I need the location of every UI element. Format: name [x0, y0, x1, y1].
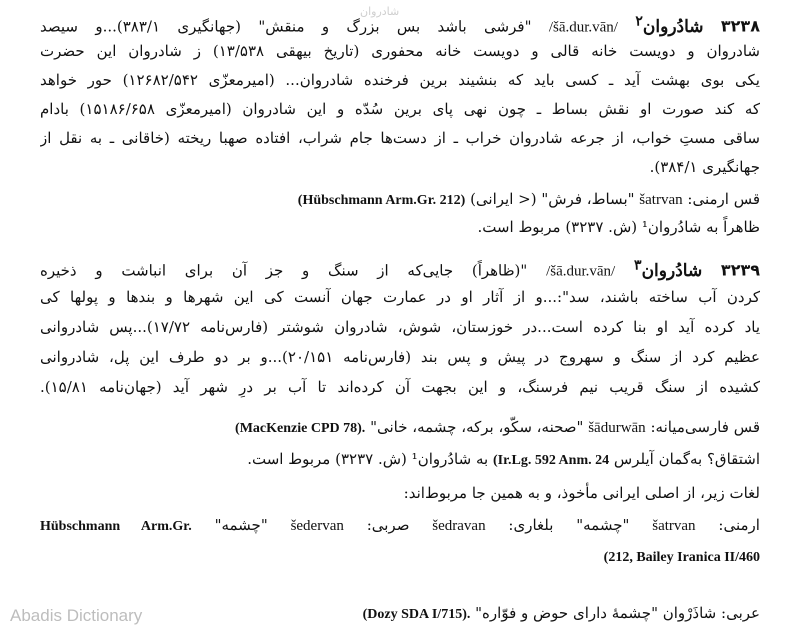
entry-3239-header [40, 254, 760, 283]
site-watermark: Abadis Dictionary [10, 606, 143, 625]
watermark-top: شادروان [360, 5, 400, 18]
body-line: ساقی مستِ خواب، از جرعه شادروان خراب ـ از دست‌ها جام شراب، افتاده صهبا ریخته (خاقانی ـ به نقل از [40, 129, 760, 147]
entry-number: ۳۲۳۸ [720, 16, 760, 36]
middle-persian-cognate [40, 416, 760, 440]
cognate-reference: (MacKenzie CPD 78). [235, 421, 366, 436]
headword-text: شادُروان [642, 16, 704, 37]
cognate-word: šatrvan [639, 192, 683, 208]
cognate-gloss: "بساط، فرش" (< ایرانی) [470, 190, 635, 208]
cognate-prefix: قس فارسی‌میانه: [650, 418, 760, 436]
headword-superscript: ۲ [635, 13, 643, 29]
loan-bulgarian-word: šedravan [432, 518, 486, 534]
definition-line: "(ظاهراً) جایی‌که از سنگ و جز آن برای انباشت و ذخیره [40, 261, 528, 280]
definition-line: "فرشی باشد بس بزرگ و منقش" (جهانگیری ۳۸۳/۱)...و سیصد [40, 17, 532, 36]
arabic-prefix: عربی: [721, 604, 760, 622]
body-line: یاد کرده آید او بنا کرده است...در خوزستان، شوش، شادروان شوشتر (فارس‌نامه ۱۷/۷۲)...پس شادروانی [40, 318, 760, 336]
loan-armenian-word: šatrvan [652, 518, 696, 534]
pronunciation: /šā.dur.vān/ [548, 19, 618, 36]
etymology-text: به‌گمان آیلرس [613, 450, 703, 468]
body-line: کشیده از سنگ قریب نیم فرسنگ، و این بجهت آن کرده‌اند تا آب بر درِ شهر آید (جهان‌نامه ۱۵/۸۱). [40, 378, 760, 396]
headword [635, 13, 704, 37]
body-line: که کند صورت او نقش بساط ـ چون نهی پای برین سُدّه و این شادروان (امیرمعزّی ۱۵۱۸۶/۶۵۸) بادام [40, 100, 760, 118]
entry-3238-header [40, 10, 760, 39]
loanwords-reference [40, 545, 760, 569]
loanwords-intro: لغات زیر، از اصلی ایرانی مأخوذ، و به همین جا مربوط‌اند: [403, 484, 760, 502]
body-line: عظیم کرد از سنگ و سهروج در پیش و پس بند (فارس‌نامه ۲۰/۱۵۱)...و بر دو طرف این پل، شادروانی [40, 348, 760, 366]
loan-armenian-gloss: "چشمه" بلغاری: [508, 516, 630, 534]
loan-serbian-word: šedervan [290, 518, 344, 534]
headword-text: شادُروان [641, 260, 703, 281]
body-line: شادروان و دویست خانه قالی و دویست خانه محفوری (تاریخ بیهقی ۱۳/۵۳۸) ز شادروان این حضرت [40, 42, 760, 60]
etymology-prefix: اشتقاق؟ [706, 450, 760, 468]
headword-superscript: ۳ [633, 257, 642, 273]
arabic-cognate [40, 602, 760, 626]
armenian-cognate [40, 188, 760, 212]
headword [633, 257, 703, 281]
entry-number: ۳۲۳۹ [720, 260, 760, 280]
etymology-reference: (Ir.Lg. 592 Anm. 24 [492, 453, 610, 468]
cognate-word: šādurwān [588, 420, 646, 436]
loan-serbian-gloss: "چشمه" [214, 516, 268, 534]
cognate-prefix: قس ارمنی: [687, 190, 760, 208]
body-line: کردن آب ساخته باشند، سد":...و از آثار او در عمارت جهان آنست کی این شهرها و بندها و پولها کی [40, 288, 760, 306]
loan-serbian-label: صربی: [366, 516, 410, 534]
related-entry: ظاهراً به شادُروان¹ (ش. ۳۲۳۷) مربوط است. [477, 218, 760, 236]
loan-reference-continued: (212, Bailey Iranica II/460 [603, 550, 760, 565]
body-line: جهانگیری ۳۸۴/۱). [649, 158, 760, 176]
pronunciation: /šā.dur.vān/ [546, 263, 616, 280]
etymology-rest: به شادُروان¹ (ش. ۳۲۳۷) مربوط است. [247, 450, 489, 468]
loan-reference: Hübschmann Arm.Gr. [40, 519, 192, 534]
etymology [40, 448, 760, 472]
arabic-reference: (Dozy SDA I/715). [362, 607, 471, 622]
loan-armenian-label: ارمنی: [718, 516, 760, 534]
arabic-text: شاذَرْوان "چشمهٔ دارای حوض و فوّاره" [475, 604, 717, 622]
body-line: یکی بوی بهشت آید ـ کسی باید که بنشیند برین فرخنده شادروان... (امیرمعزّی ۱۲۶۸۲/۵۴۲) حور خواهد [40, 71, 760, 89]
cognate-reference: (Hübschmann Arm.Gr. 212) [297, 193, 466, 208]
loanwords-line [40, 514, 760, 538]
cognate-gloss: "صحنه، سکّو، برکه، چشمه، خانی" [370, 418, 584, 436]
